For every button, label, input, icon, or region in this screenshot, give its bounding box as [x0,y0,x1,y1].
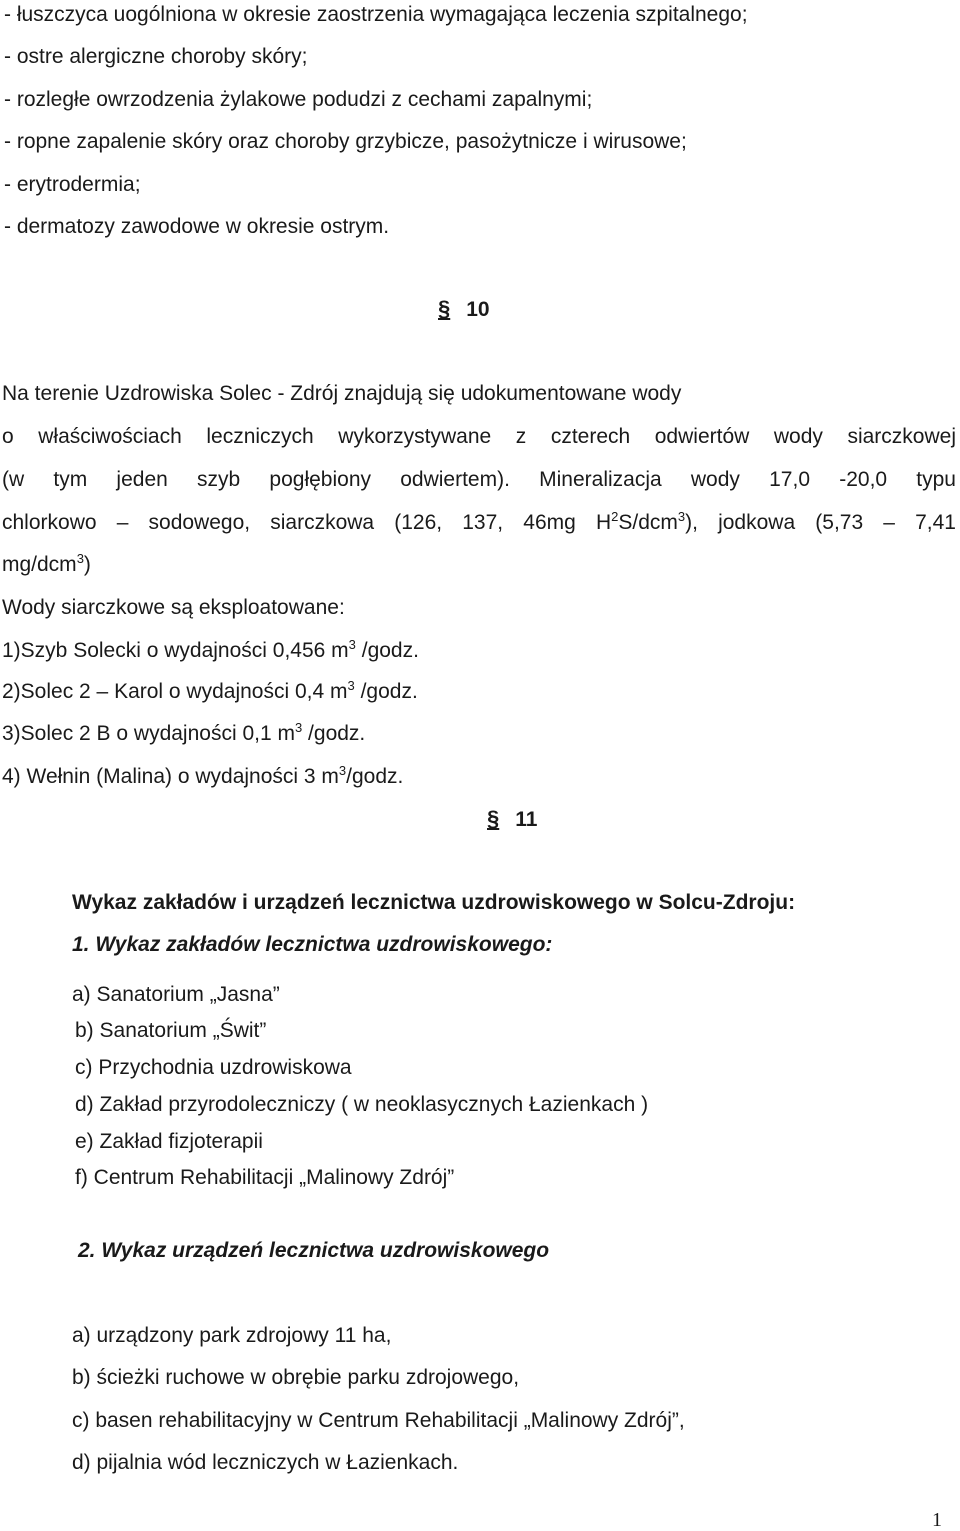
section-10-heading [438,298,490,320]
list-item: d) pijalnia wód leczniczych w Łazienkach. [72,1451,459,1474]
list-item: 1)Szyb Solecki o wydajności 0,456 $m^3$ /godz. [2,637,419,662]
list-item: c) Przychodnia uzdrowiskowa [75,1056,352,1079]
list-item: c) basen rehabilitacyjny w Centrum Rehabilitacji „Malinowy Zdrój”, [72,1409,685,1432]
list-item: b) Sanatorium „Świt” [75,1019,267,1042]
subheading-2: 2. Wykaz urządzeń lecznictwa uzdrowiskowego [78,1239,550,1262]
wody-heading: Wody siarczkowe są eksploatowane: [2,596,345,619]
list-item: - ostre alergiczne choroby skóry; [4,45,308,68]
paragraph-line: chlorkowo – sodowego, siarczkowa (126, 137, 46mg $H^2S/dcm^3$), jodkowa (5,73 – 7,41 [2,509,956,534]
list-item: d) Zakład przyrodoleczniczy ( w neoklasycznych Łazienkach ) [75,1093,649,1116]
paragraph-line: o właściwościach leczniczych wykorzystywane z czterech odwiertów wody siarczkowej [2,425,956,448]
list-item: a) Sanatorium „Jasna” [72,983,280,1006]
list-item: 4) Wełnin (Malina) o wydajności 3 $m^3$/godz. [2,763,404,788]
page-number: 1 [932,1509,942,1531]
list-item: 2)Solec 2 – Karol o wydajności 0,4 $m^3$ /godz. [2,678,418,703]
list-item: f) Centrum Rehabilitacji „Malinowy Zdrój” [75,1166,455,1189]
section-number: 10 [466,298,490,321]
list-item: - rozległe owrzodzenia żylakowe podudzi z cechami zapalnymi; [4,88,593,111]
section-symbol: § [438,296,451,321]
list-item: 3)Solec 2 B o wydajności 0,1 $m^3$ /godz. [2,720,366,745]
paragraph-line: Na terenie Uzdrowiska Solec - Zdrój znajdują się udokumentowane wody [2,382,682,405]
section-symbol: § [487,806,500,831]
paragraph-line: (w tym jeden szyb pogłębiony odwiertem). Mineralizacja wody 17,0 -20,0 typu [2,468,956,491]
list-item: - łuszczyca uogólniona w okresie zaostrzenia wymagająca leczenia szpitalnego; [4,3,748,26]
list-item: e) Zakład fizjoterapii [75,1130,263,1153]
subheading-1: 1. Wykaz zakładów lecznictwa uzdrowiskowego: [72,933,553,956]
paragraph-line: mg/dcm$^3$) [2,551,91,576]
list-item: a) urządzony park zdrojowy 11 ha, [72,1324,392,1347]
list-item: - ropne zapalenie skóry oraz choroby grzybicze, pasożytnicze i wirusowe; [4,130,687,153]
list-item: b) ścieżki ruchowe w obrębie parku zdrojowego, [72,1366,520,1389]
list-item: - erytrodermia; [4,173,141,196]
section-11-title: Wykaz zakładów i urządzeń lecznictwa uzdrowiskowego w Solcu-Zdroju: [72,891,796,914]
section-11-heading [487,808,537,830]
list-item: - dermatozy zawodowe w okresie ostrym. [4,215,390,238]
section-number: 11 [515,808,538,831]
